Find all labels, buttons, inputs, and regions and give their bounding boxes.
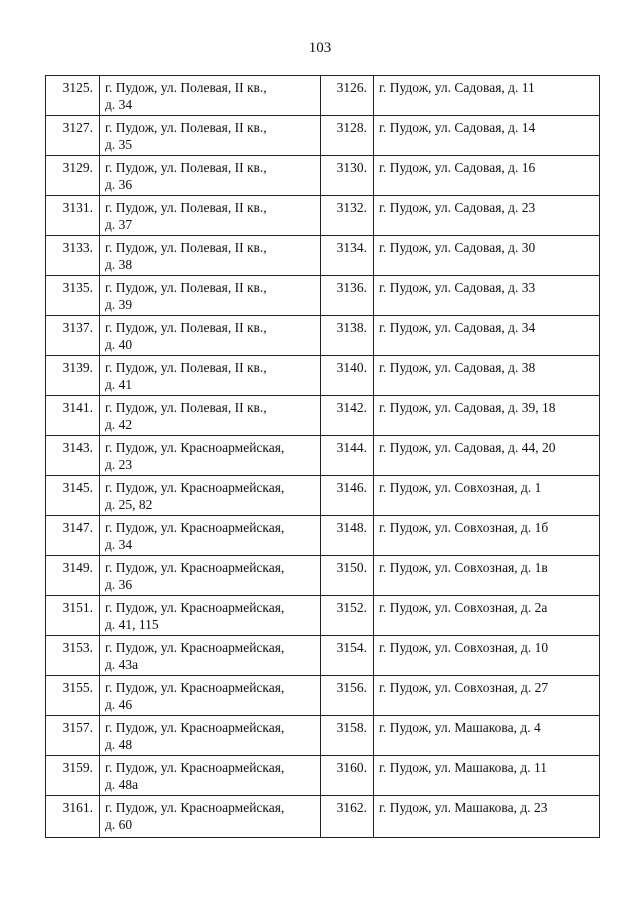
entry-number-right: 3130. [321, 156, 374, 196]
address-line: д. 40 [105, 337, 133, 352]
address-line: д. 38 [105, 257, 133, 272]
entry-number-right: 3152. [321, 596, 374, 636]
address-line: г. Пудож, ул. Полевая, II кв., [105, 280, 267, 295]
address-left [100, 676, 321, 716]
entry-number-left: 3125. [46, 76, 100, 116]
table-row [46, 356, 600, 396]
address-line: д. 34 [105, 537, 133, 552]
address-left [100, 636, 321, 676]
table-row [46, 276, 600, 316]
address-line: д. 34 [105, 97, 133, 112]
entry-number-left: 3143. [46, 436, 100, 476]
address-right: г. Пудож, ул. Машакова, д. 4 [374, 716, 600, 756]
address-line: г. Пудож, ул. Красноармейская, [105, 600, 285, 615]
entry-number-left: 3155. [46, 676, 100, 716]
address-line: г. Пудож, ул. Красноармейская, [105, 480, 285, 495]
address-right: г. Пудож, ул. Садовая, д. 30 [374, 236, 600, 276]
address-left [100, 596, 321, 636]
address-left [100, 516, 321, 556]
entry-number-left: 3145. [46, 476, 100, 516]
address-line: г. Пудож, ул. Красноармейская, [105, 520, 285, 535]
entry-number-left: 3159. [46, 756, 100, 796]
address-right: г. Пудож, ул. Совхозная, д. 1 [374, 476, 600, 516]
address-right: г. Пудож, ул. Садовая, д. 23 [374, 196, 600, 236]
entry-number-left: 3139. [46, 356, 100, 396]
entry-number-right: 3150. [321, 556, 374, 596]
address-right: г. Пудож, ул. Машакова, д. 11 [374, 756, 600, 796]
entry-number-left: 3129. [46, 156, 100, 196]
table-row [46, 316, 600, 356]
address-right: г. Пудож, ул. Совхозная, д. 1в [374, 556, 600, 596]
address-left [100, 196, 321, 236]
address-line: д. 23 [105, 457, 133, 472]
address-line: д. 43а [105, 657, 139, 672]
address-right: г. Пудож, ул. Садовая, д. 16 [374, 156, 600, 196]
entry-number-left: 3149. [46, 556, 100, 596]
address-table-body [46, 76, 600, 838]
entry-number-right: 3132. [321, 196, 374, 236]
address-line: д. 36 [105, 577, 133, 592]
entry-number-right: 3136. [321, 276, 374, 316]
table-row [46, 76, 600, 116]
address-right: г. Пудож, ул. Совхозная, д. 27 [374, 676, 600, 716]
table-row [46, 156, 600, 196]
address-line: г. Пудож, ул. Красноармейская, [105, 560, 285, 575]
address-left [100, 556, 321, 596]
table-row [46, 236, 600, 276]
entry-number-left: 3147. [46, 516, 100, 556]
address-table [45, 75, 600, 838]
address-left [100, 756, 321, 796]
address-left [100, 316, 321, 356]
address-right: г. Пудож, ул. Садовая, д. 33 [374, 276, 600, 316]
address-line: д. 37 [105, 217, 133, 232]
address-right: г. Пудож, ул. Совхозная, д. 2а [374, 596, 600, 636]
entry-number-right: 3144. [321, 436, 374, 476]
address-left [100, 236, 321, 276]
address-right: г. Пудож, ул. Садовая, д. 11 [374, 76, 600, 116]
table-row [46, 476, 600, 516]
address-line: д. 41 [105, 377, 133, 392]
table-row [46, 436, 600, 476]
address-left [100, 116, 321, 156]
entry-number-left: 3135. [46, 276, 100, 316]
address-line: г. Пудож, ул. Полевая, II кв., [105, 240, 267, 255]
address-line: д. 46 [105, 697, 133, 712]
table-row [46, 756, 600, 796]
entry-number-left: 3141. [46, 396, 100, 436]
entry-number-right: 3160. [321, 756, 374, 796]
entry-number-right: 3156. [321, 676, 374, 716]
table-row [46, 516, 600, 556]
table-row [46, 116, 600, 156]
page-number: 103 [308, 40, 332, 56]
entry-number-left: 3161. [46, 796, 100, 838]
address-right: г. Пудож, ул. Садовая, д. 34 [374, 316, 600, 356]
entry-number-left: 3127. [46, 116, 100, 156]
entry-number-left: 3131. [46, 196, 100, 236]
address-left [100, 156, 321, 196]
address-left [100, 436, 321, 476]
entry-number-left: 3153. [46, 636, 100, 676]
entry-number-right: 3128. [321, 116, 374, 156]
table-row [46, 596, 600, 636]
address-line: д. 25, 82 [105, 497, 153, 512]
table-row [46, 796, 600, 838]
address-left [100, 476, 321, 516]
entry-number-left: 3133. [46, 236, 100, 276]
entry-number-right: 3126. [321, 76, 374, 116]
entry-number-right: 3158. [321, 716, 374, 756]
entry-number-right: 3162. [321, 796, 374, 838]
address-line: г. Пудож, ул. Полевая, II кв., [105, 360, 267, 375]
address-right: г. Пудож, ул. Садовая, д. 39, 18 [374, 396, 600, 436]
address-line: г. Пудож, ул. Красноармейская, [105, 800, 285, 815]
table-row [46, 196, 600, 236]
entry-number-left: 3137. [46, 316, 100, 356]
address-line: д. 42 [105, 417, 133, 432]
address-line: г. Пудож, ул. Полевая, II кв., [105, 120, 267, 135]
address-line: д. 41, 115 [105, 617, 159, 632]
table-row [46, 556, 600, 596]
address-line: д. 48 [105, 737, 133, 752]
entry-number-right: 3154. [321, 636, 374, 676]
entry-number-left: 3151. [46, 596, 100, 636]
entry-number-right: 3138. [321, 316, 374, 356]
address-line: г. Пудож, ул. Красноармейская, [105, 680, 285, 695]
entry-number-right: 3148. [321, 516, 374, 556]
address-left [100, 276, 321, 316]
entry-number-right: 3134. [321, 236, 374, 276]
address-right: г. Пудож, ул. Совхозная, д. 10 [374, 636, 600, 676]
address-left [100, 796, 321, 838]
table-row [46, 636, 600, 676]
address-line: г. Пудож, ул. Полевая, II кв., [105, 320, 267, 335]
address-line: г. Пудож, ул. Полевая, II кв., [105, 400, 267, 415]
address-right: г. Пудож, ул. Садовая, д. 38 [374, 356, 600, 396]
table-row [46, 676, 600, 716]
address-line: г. Пудож, ул. Красноармейская, [105, 640, 285, 655]
entry-number-right: 3146. [321, 476, 374, 516]
table-row [46, 716, 600, 756]
address-right: г. Пудож, ул. Машакова, д. 23 [374, 796, 600, 838]
address-line: г. Пудож, ул. Красноармейская, [105, 720, 285, 735]
address-right: г. Пудож, ул. Садовая, д. 14 [374, 116, 600, 156]
entry-number-left: 3157. [46, 716, 100, 756]
address-left [100, 356, 321, 396]
entry-number-right: 3140. [321, 356, 374, 396]
address-line: д. 39 [105, 297, 133, 312]
address-line: д. 36 [105, 177, 133, 192]
address-right: г. Пудож, ул. Садовая, д. 44, 20 [374, 436, 600, 476]
address-line: д. 48а [105, 777, 139, 792]
address-line: г. Пудож, ул. Красноармейская, [105, 440, 285, 455]
address-right: г. Пудож, ул. Совхозная, д. 1б [374, 516, 600, 556]
entry-number-right: 3142. [321, 396, 374, 436]
address-line: г. Пудож, ул. Полевая, II кв., [105, 160, 267, 175]
address-left [100, 396, 321, 436]
address-left [100, 716, 321, 756]
address-line: г. Пудож, ул. Полевая, II кв., [105, 80, 267, 95]
table-row [46, 396, 600, 436]
address-line: г. Пудож, ул. Красноармейская, [105, 760, 285, 775]
address-line: д. 35 [105, 137, 133, 152]
address-line: г. Пудож, ул. Полевая, II кв., [105, 200, 267, 215]
address-left [100, 76, 321, 116]
address-line: д. 60 [105, 817, 133, 832]
